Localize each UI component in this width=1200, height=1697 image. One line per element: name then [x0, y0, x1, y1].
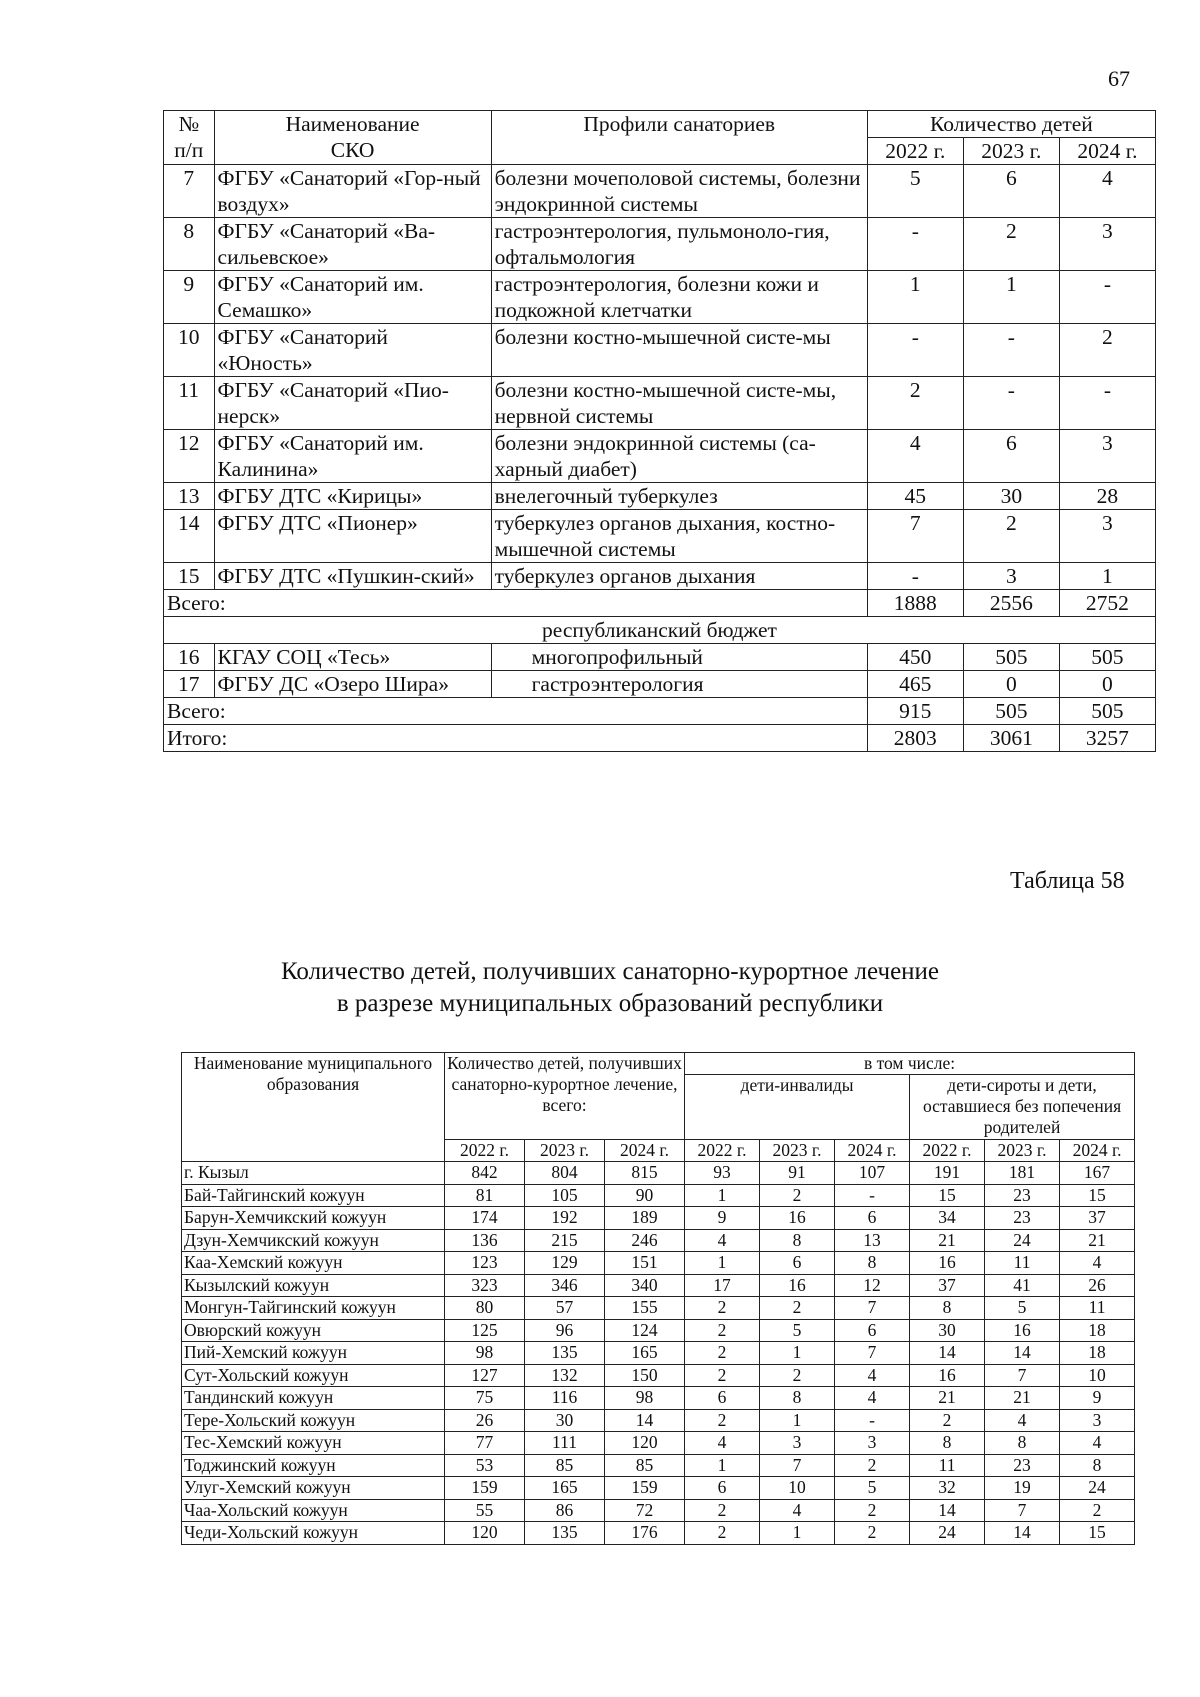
- table-row: [182, 1342, 1135, 1365]
- table-cell: 191: [910, 1162, 985, 1185]
- table-cell: 2: [685, 1522, 760, 1545]
- table-cell: 21: [910, 1229, 985, 1252]
- table-cell: 105: [525, 1184, 605, 1207]
- table-cell: 346: [525, 1274, 605, 1297]
- section-label: республиканский бюджет: [164, 617, 1156, 644]
- table-row: [182, 1454, 1135, 1477]
- table-cell: 340: [605, 1274, 685, 1297]
- grand-total-row: Итого: 2803 3061 3257: [164, 725, 1156, 752]
- municipality-name: Тес-Хемский кожуун: [182, 1432, 445, 1455]
- header-year: 2024 г.: [1060, 1140, 1135, 1162]
- header-year: 2023 г.: [760, 1140, 835, 1162]
- table-cell: 24: [985, 1229, 1060, 1252]
- table-cell: 189: [605, 1207, 685, 1230]
- table-row: 10 ФГБУ «Санаторий «Юность» болезни костно-мышечной систе-мы - - 2: [164, 324, 1156, 377]
- table-cell: 1: [685, 1184, 760, 1207]
- table-cell: 4: [1060, 1252, 1135, 1275]
- table-cell: 24: [910, 1522, 985, 1545]
- table-row: 12 ФГБУ «Санаторий им. Калинина» болезни эндокринной системы (са-харный диабет) 4 6 3: [164, 430, 1156, 483]
- header-year: 2024 г.: [835, 1140, 910, 1162]
- table-cell: 15: [1060, 1522, 1135, 1545]
- table-row: 13 ФГБУ ДТС «Кирицы» внелегочный туберкулез 45 30 28: [164, 483, 1156, 510]
- table-cell: 2: [835, 1499, 910, 1522]
- table-cell: 32: [910, 1477, 985, 1500]
- table-cell: 21: [910, 1387, 985, 1410]
- table-title: Количество детей, получивших санаторно-курортное лечение в разрезе муниципальных образований республики: [280, 958, 940, 1017]
- table-cell: 7: [835, 1297, 910, 1320]
- municipality-name: Тоджинский кожуун: [182, 1454, 445, 1477]
- municipality-name: Чеди-Хольский кожуун: [182, 1522, 445, 1545]
- table-cell: 215: [525, 1229, 605, 1252]
- table-cell: 1: [685, 1454, 760, 1477]
- table-cell: 2: [760, 1297, 835, 1320]
- table-cell: 26: [1060, 1274, 1135, 1297]
- municipality-name: Монгун-Тайгинский кожуун: [182, 1297, 445, 1320]
- table-cell: 150: [605, 1364, 685, 1387]
- table-row: 15 ФГБУ ДТС «Пушкин-ский» туберкулез органов дыхания - 3 1: [164, 563, 1156, 590]
- table-cell: 2: [685, 1364, 760, 1387]
- table-cell: 16: [985, 1319, 1060, 1342]
- table-cell: 15: [910, 1184, 985, 1207]
- table-cell: 116: [525, 1387, 605, 1410]
- table-cell: 8: [910, 1297, 985, 1320]
- table-cell: 192: [525, 1207, 605, 1230]
- header-num: № п/п: [164, 111, 215, 165]
- table-row: [182, 1229, 1135, 1252]
- table-cell: 13: [835, 1229, 910, 1252]
- table-cell: 7: [760, 1454, 835, 1477]
- table-cell: 11: [910, 1454, 985, 1477]
- municipality-name: Барун-Хемчикский кожуун: [182, 1207, 445, 1230]
- table-cell: 14: [605, 1409, 685, 1432]
- table-cell: 11: [1060, 1297, 1135, 1320]
- table-cell: 165: [525, 1477, 605, 1500]
- table-cell: 14: [985, 1522, 1060, 1545]
- table-cell: 159: [445, 1477, 525, 1500]
- municipality-name: Кызылский кожуун: [182, 1274, 445, 1297]
- table-cell: 23: [985, 1207, 1060, 1230]
- municipality-name: Бай-Тайгинский кожуун: [182, 1184, 445, 1207]
- table-cell: 98: [605, 1387, 685, 1410]
- table-cell: 129: [525, 1252, 605, 1275]
- table-cell: 10: [1060, 1364, 1135, 1387]
- table-cell: 90: [605, 1184, 685, 1207]
- table-row: 17 ФГБУ ДС «Озеро Шира» гастроэнтерология 465 0 0: [164, 671, 1156, 698]
- table-cell: 2: [685, 1499, 760, 1522]
- table-cell: 18: [1060, 1342, 1135, 1365]
- table-cell: 120: [605, 1432, 685, 1455]
- table-cell: 75: [445, 1387, 525, 1410]
- table-row: [182, 1432, 1135, 1455]
- header-name: Наименование СКО: [214, 111, 491, 165]
- table-cell: 41: [985, 1274, 1060, 1297]
- table-cell: 16: [760, 1207, 835, 1230]
- table-cell: 135: [525, 1342, 605, 1365]
- table-cell: 804: [525, 1162, 605, 1185]
- table-cell: 111: [525, 1432, 605, 1455]
- table-cell: 124: [605, 1319, 685, 1342]
- table-cell: 77: [445, 1432, 525, 1455]
- header-year: 2022 г.: [445, 1140, 525, 1162]
- table-row: [182, 1319, 1135, 1342]
- header-year: 2022 г.: [910, 1140, 985, 1162]
- table-cell: 16: [760, 1274, 835, 1297]
- table-cell: 8: [1060, 1454, 1135, 1477]
- table-cell: 6: [685, 1387, 760, 1410]
- table-cell: 4: [1060, 1432, 1135, 1455]
- header-including: в том числе:: [685, 1053, 1135, 1075]
- page-number: 67: [1108, 66, 1130, 91]
- header-year-2023: 2023 г.: [963, 138, 1059, 165]
- table-cell: 2: [760, 1184, 835, 1207]
- table-row: [182, 1522, 1135, 1545]
- table-cell: 8: [910, 1432, 985, 1455]
- table-cell: 4: [760, 1499, 835, 1522]
- municipality-name: Дзун-Хемчикский кожуун: [182, 1229, 445, 1252]
- table-cell: 136: [445, 1229, 525, 1252]
- table-cell: 1: [760, 1342, 835, 1365]
- header-orphans: дети-сироты и дети, оставшиеся без попечения родителей: [910, 1075, 1135, 1140]
- table-cell: 16: [910, 1364, 985, 1387]
- table-cell: 80: [445, 1297, 525, 1320]
- table-cell: 11: [985, 1252, 1060, 1275]
- table-cell: 7: [985, 1364, 1060, 1387]
- table-cell: 2: [685, 1297, 760, 1320]
- table-cell: 86: [525, 1499, 605, 1522]
- table-row: 8 ФГБУ «Санаторий «Ва-сильевское» гастроэнтерология, пульмоноло-гия, офтальмология - 2 3: [164, 218, 1156, 271]
- table-cell: 123: [445, 1252, 525, 1275]
- table-row: [182, 1252, 1135, 1275]
- table-cell: 4: [835, 1364, 910, 1387]
- table-cell: 2: [910, 1409, 985, 1432]
- header-year-2024: 2024 г.: [1059, 138, 1155, 165]
- header-year: 2023 г.: [985, 1140, 1060, 1162]
- table-cell: 57: [525, 1297, 605, 1320]
- table-cell: 4: [685, 1432, 760, 1455]
- table-row: [182, 1387, 1135, 1410]
- table-row: [182, 1297, 1135, 1320]
- header-count: Количество детей: [867, 111, 1155, 138]
- table-cell: 1: [760, 1522, 835, 1545]
- table-cell: 7: [835, 1342, 910, 1365]
- table-row: 9 ФГБУ «Санаторий им. Семашко» гастроэнтерология, болезни кожи и подкожной клетчатки 1 1 -: [164, 271, 1156, 324]
- table-cell: 4: [685, 1229, 760, 1252]
- table-cell: 23: [985, 1454, 1060, 1477]
- table-cell: 6: [760, 1252, 835, 1275]
- table-cell: 8: [835, 1252, 910, 1275]
- table-cell: 9: [1060, 1387, 1135, 1410]
- table-cell: 3: [760, 1432, 835, 1455]
- table-cell: 30: [525, 1409, 605, 1432]
- table-cell: 14: [910, 1499, 985, 1522]
- table-cell: 842: [445, 1162, 525, 1185]
- header-year: 2024 г.: [605, 1140, 685, 1162]
- table-cell: 5: [835, 1477, 910, 1500]
- table-cell: 98: [445, 1342, 525, 1365]
- table-cell: 21: [985, 1387, 1060, 1410]
- table-cell: 181: [985, 1162, 1060, 1185]
- table-cell: 6: [835, 1207, 910, 1230]
- table-row: [182, 1274, 1135, 1297]
- table-cell: 15: [1060, 1184, 1135, 1207]
- table-cell: 815: [605, 1162, 685, 1185]
- municipality-name: Тандинский кожуун: [182, 1387, 445, 1410]
- municipality-name: Каа-Хемский кожуун: [182, 1252, 445, 1275]
- table-cell: 6: [835, 1319, 910, 1342]
- table-cell: 2: [685, 1319, 760, 1342]
- table-cell: 2: [685, 1409, 760, 1432]
- table-cell: 24: [1060, 1477, 1135, 1500]
- table-cell: 5: [760, 1319, 835, 1342]
- header-year: 2023 г.: [525, 1140, 605, 1162]
- table-cell: 2: [760, 1364, 835, 1387]
- table-row: 16 КГАУ СОЦ «Тесь» многопрофильный 450 505 505: [164, 644, 1156, 671]
- header-year: 2022 г.: [685, 1140, 760, 1162]
- table-cell: 246: [605, 1229, 685, 1252]
- table-cell: 165: [605, 1342, 685, 1365]
- municipality-name: Тере-Хольский кожуун: [182, 1409, 445, 1432]
- table-cell: 3: [835, 1432, 910, 1455]
- table-cell: 8: [760, 1387, 835, 1410]
- table-row: 14 ФГБУ ДТС «Пионер» туберкулез органов дыхания, костно-мышечной системы 7 2 3: [164, 510, 1156, 563]
- header-municipality: Наименование муниципального образования: [182, 1053, 445, 1162]
- table-cell: 132: [525, 1364, 605, 1387]
- table-cell: 107: [835, 1162, 910, 1185]
- table-cell: 14: [985, 1342, 1060, 1365]
- municipal-table: [181, 1052, 1135, 1545]
- table-cell: 37: [1060, 1207, 1135, 1230]
- table-cell: 159: [605, 1477, 685, 1500]
- table-cell: 151: [605, 1252, 685, 1275]
- table-cell: 5: [985, 1297, 1060, 1320]
- municipality-name: Чаа-Хольский кожуун: [182, 1499, 445, 1522]
- table-cell: 72: [605, 1499, 685, 1522]
- section-row: [164, 617, 1156, 644]
- table-caption: Таблица 58: [1010, 868, 1125, 894]
- table-cell: 91: [760, 1162, 835, 1185]
- table-cell: 1: [760, 1409, 835, 1432]
- subtotal-row: Всего: 1888 2556 2752: [164, 590, 1156, 617]
- table-cell: 4: [985, 1409, 1060, 1432]
- header-profile: Профили санаториев: [491, 111, 867, 165]
- table-cell: 7: [985, 1499, 1060, 1522]
- table-cell: 167: [1060, 1162, 1135, 1185]
- table-cell: 135: [525, 1522, 605, 1545]
- table-cell: 14: [910, 1342, 985, 1365]
- table-row: [182, 1499, 1135, 1522]
- table-cell: 176: [605, 1522, 685, 1545]
- table-cell: 85: [605, 1454, 685, 1477]
- table-cell: 120: [445, 1522, 525, 1545]
- municipality-name: Улуг-Хемский кожуун: [182, 1477, 445, 1500]
- municipality-name: Овюрский кожуун: [182, 1319, 445, 1342]
- table-row: [182, 1364, 1135, 1387]
- table-cell: 10: [760, 1477, 835, 1500]
- municipality-name: Пий-Хемский кожуун: [182, 1342, 445, 1365]
- table-cell: 1: [685, 1252, 760, 1275]
- table-cell: 2: [1060, 1499, 1135, 1522]
- table-cell: 2: [835, 1522, 910, 1545]
- header-total: Количество детей, получивших санаторно-курортное лечение, всего:: [445, 1053, 685, 1140]
- municipality-name: Сут-Хольский кожуун: [182, 1364, 445, 1387]
- table-cell: 23: [985, 1184, 1060, 1207]
- table-cell: 8: [985, 1432, 1060, 1455]
- table-cell: 85: [525, 1454, 605, 1477]
- table-cell: 16: [910, 1252, 985, 1275]
- table-cell: 55: [445, 1499, 525, 1522]
- table-cell: 18: [1060, 1319, 1135, 1342]
- table-cell: 81: [445, 1184, 525, 1207]
- table-cell: 34: [910, 1207, 985, 1230]
- table-row: [182, 1207, 1135, 1230]
- table-cell: 21: [1060, 1229, 1135, 1252]
- table-cell: 30: [910, 1319, 985, 1342]
- table-row: [182, 1162, 1135, 1185]
- table-cell: 174: [445, 1207, 525, 1230]
- table-cell: 4: [835, 1387, 910, 1410]
- table-row: [182, 1409, 1135, 1432]
- municipality-name: г. Кызыл: [182, 1162, 445, 1185]
- table-cell: 3: [1060, 1409, 1135, 1432]
- table-cell: -: [835, 1409, 910, 1432]
- subtotal-row: Всего: 915 505 505: [164, 698, 1156, 725]
- table-cell: 6: [685, 1477, 760, 1500]
- table-cell: -: [835, 1184, 910, 1207]
- table-cell: 96: [525, 1319, 605, 1342]
- table-cell: 8: [760, 1229, 835, 1252]
- table-row: 7 ФГБУ «Санаторий «Гор-ный воздух» болезни мочеполовой системы, болезни эндокринной системы 5 6 4: [164, 165, 1156, 218]
- table-row: [182, 1184, 1135, 1207]
- table-cell: 93: [685, 1162, 760, 1185]
- table-cell: 26: [445, 1409, 525, 1432]
- table-cell: 12: [835, 1274, 910, 1297]
- table-cell: 19: [985, 1477, 1060, 1500]
- table-cell: 323: [445, 1274, 525, 1297]
- table-cell: 9: [685, 1207, 760, 1230]
- sanatorium-table: [163, 110, 1156, 752]
- table-cell: 2: [835, 1454, 910, 1477]
- table-cell: 53: [445, 1454, 525, 1477]
- table-cell: 155: [605, 1297, 685, 1320]
- table-row: 11 ФГБУ «Санаторий «Пио-нерск» болезни костно-мышечной систе-мы, нервной системы 2 - -: [164, 377, 1156, 430]
- table-cell: 2: [685, 1342, 760, 1365]
- municipal-table-body: [182, 1162, 1135, 1545]
- header-year-2022: 2022 г.: [867, 138, 963, 165]
- table-cell: 37: [910, 1274, 985, 1297]
- table-row: [182, 1477, 1135, 1500]
- table-cell: 127: [445, 1364, 525, 1387]
- table-cell: 125: [445, 1319, 525, 1342]
- header-disabled: дети-инвалиды: [685, 1075, 910, 1140]
- table-cell: 17: [685, 1274, 760, 1297]
